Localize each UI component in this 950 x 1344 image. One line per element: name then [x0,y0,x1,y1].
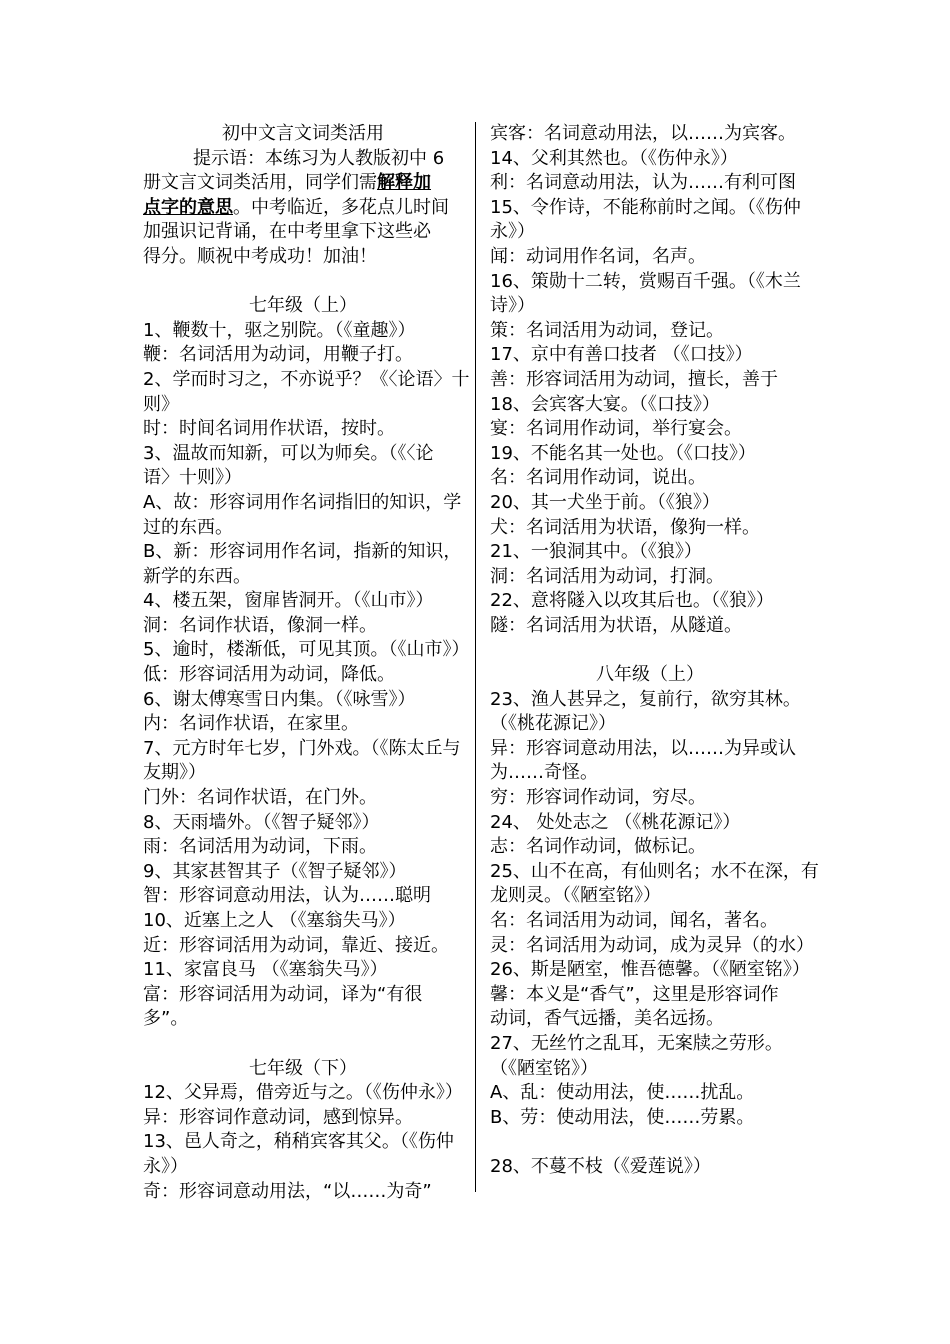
text-line: 动词，香气远播，美名远扬。 [490,1008,724,1030]
text-line: 11、家富良马 （《塞翁失马》） [143,959,388,981]
text-line: 13、邑人奇之，稍稍宾客其父。（《伤仲 [143,1131,454,1153]
intro-line: 得分。顺祝中考成功！加油！ [143,245,377,267]
section-heading: 七年级（上） [249,295,357,317]
text-line: 19、不能名其一处也。（《口技》） [490,442,756,464]
text-line: 友期》） [143,762,206,784]
text-line: 25、山不在高，有仙则名；水不在深，有 [490,860,819,882]
text-line: （《桃花源记》） [490,713,616,735]
text-line: B、劳：使动用法，使……劳累。 [490,1106,755,1128]
text-line: 奇：形容词意动用法，“以……为奇” [143,1180,432,1202]
intro-line [143,171,463,196]
text-line: 6、谢太傅寒雪日内集。（《咏雪》） [143,688,416,710]
text-line: 4、楼五架，窗扉皆洞开。（《山市》） [143,590,434,612]
text-line: 龙则灵。（《陋室铭》） [490,885,661,907]
spacer [143,1032,463,1057]
text-line: 穷：形容词作动词，穷尽。 [490,787,706,809]
text-line: 10、近塞上之人 （《塞翁失马》） [143,910,406,931]
text-line: 宴：名词用作动词，举行宴会。 [490,418,742,440]
text-line: 馨：本义是“香气”，这里是形容词作 [490,983,779,1005]
text-line: 5、逾时，楼渐低，可见其顶。（《山市》） [143,639,470,661]
text-line: 策：名词活用为动词，登记。 [490,319,724,341]
column-divider [475,122,476,1192]
section-heading: 七年级（下） [249,1057,357,1079]
text-line: 9、其家甚智其子（《智子疑邻》） [143,860,407,882]
text-line: 富：形容词活用为动词，译为“有很 [143,983,423,1005]
text-line: 28、不蔓不枝（《爱莲说》） [490,1155,711,1177]
text-line: 闻：动词用作名词，名声。 [490,245,706,267]
right-column [490,122,819,1180]
text-line: B、新：形容词用作名词，指新的知识， [143,541,462,563]
text-line: 新学的东西。 [143,565,251,587]
text-line: 洞：名词活用为动词，打洞。 [490,565,724,587]
text-line: 15、令作诗，不能称前时之闻。（《伤仲 [490,196,801,218]
text-line: 低：形容词活用为动词，降低。 [143,664,395,686]
text-line: 隧：名词活用为状语，从隧道。 [490,614,742,636]
text-line: 18、会宾客大宴。（《口技》） [490,393,720,415]
text-line: 20、其一犬坐于前。（《狼》） [490,491,720,513]
text-line: 时：时间名词用作状语，按时。 [143,418,395,440]
section-heading: 八年级（上） [596,664,704,686]
text-line: A、故：形容词用作名词指旧的知识，学 [143,491,462,513]
text-line: 永》） [143,1155,188,1177]
intro-emphasis: 解释加 [377,172,431,194]
text-line: 灵：名词活用为动词，成为灵异（的水） [490,934,814,956]
text-line: 过的东西。 [143,516,233,538]
text-line: 16、策勋十二转，赏赐百千强。（《木兰 [490,270,801,292]
text-line: 7、元方时年七岁，门外戏。（《陈太丘与 [143,737,461,759]
text-line: 3、温故而知新，可以为师矣。（《〈论 [143,442,434,464]
text-line: 23、渔人甚异之，复前行，欲穷其林。 [490,688,801,710]
text-line: 异：形容词作意动词，感到惊异。 [143,1106,413,1128]
text-line: 异：形容词意动用法，以……为异或认 [490,737,796,759]
text-line: 语〉十则》） [143,467,242,489]
document-title: 初中文言文词类活用 [222,123,384,144]
text-line: 内：名词作状语，在家里。 [143,713,359,735]
text-line: 26、斯是陋室，惟吾德馨。（《陋室铭》） [490,959,810,981]
text-line: 17、京中有善口技者 （《口技》） [490,344,753,366]
text-line: 14、父利其然也。（《伤仲永》） [490,147,738,169]
text-line: 犬：名词活用为状语，像狗一样。 [490,516,760,538]
left-column [143,122,470,1204]
text-line: 近：形容词活用为动词，靠近、接近。 [143,934,449,956]
text-line: 22、意将隧入以攻其后也。（《狼》） [490,590,774,612]
text-line: 志：名词作动词，做标记。 [490,836,706,858]
text-line: 门外：名词作状语，在门外。 [143,787,377,809]
intro-text: 册文言文词类活用，同学们需 [143,172,377,194]
text-line: 则》 [143,393,179,415]
text-line: 为……奇怪。 [490,762,598,784]
intro-emphasis: 点字的意思 [143,196,233,218]
intro-line: 提示语：本练习为人教版初中 6 [193,147,445,169]
text-line: 2、学而时习之，不亦说乎？《〈论语〉十 [143,368,470,390]
text-line: 雨：名词活用为动词，下雨。 [143,836,377,858]
text-line: 善：形容词活用为动词，擅长，善于 [490,368,778,390]
spacer [490,638,810,663]
text-line: 名：名词活用为动词，闻名，著名。 [490,910,778,931]
text-line: 多”。 [143,1008,189,1030]
text-line: 永》） [490,221,535,243]
text-line: 利：名词意动用法，认为……有利可图 [490,172,796,194]
text-line: A、乱：使动用法，使……扰乱。 [490,1082,755,1104]
text-line: 1、鞭数十，驱之别院。（《童趣》） [143,319,416,341]
text-line: 宾客：名词意动用法，以……为宾客。 [490,123,796,144]
text-line: 名：名词用作动词，说出。 [490,467,706,489]
intro-line: 加强识记背诵，在中考里拿下这些必 [143,221,431,243]
text-line: 12、父异焉，借旁近与之。（《伤仲永》） [143,1082,463,1104]
spacer [143,270,463,295]
text-line: 鞭：名词活用为动词，用鞭子打。 [143,344,413,366]
text-line: 洞：名词作状语，像洞一样。 [143,614,377,636]
text-line: 24、 处处志之 （《桃花源记》） [490,811,741,833]
text-line: （《陋室铭》） [490,1057,598,1079]
text-line: 27、无丝竹之乱耳，无案牍之劳形。 [490,1032,783,1054]
intro-text: 。中考临近，多花点儿时间 [233,196,449,218]
text-line: 21、一狼洞其中。（《狼》） [490,541,702,563]
intro-line [143,196,463,221]
spacer [490,1130,810,1155]
text-line: 诗》） [490,295,535,317]
text-line: 8、天雨墙外。（《智子疑邻》） [143,811,380,833]
text-line: 智：形容词意动用法，认为……聪明 [143,885,431,907]
